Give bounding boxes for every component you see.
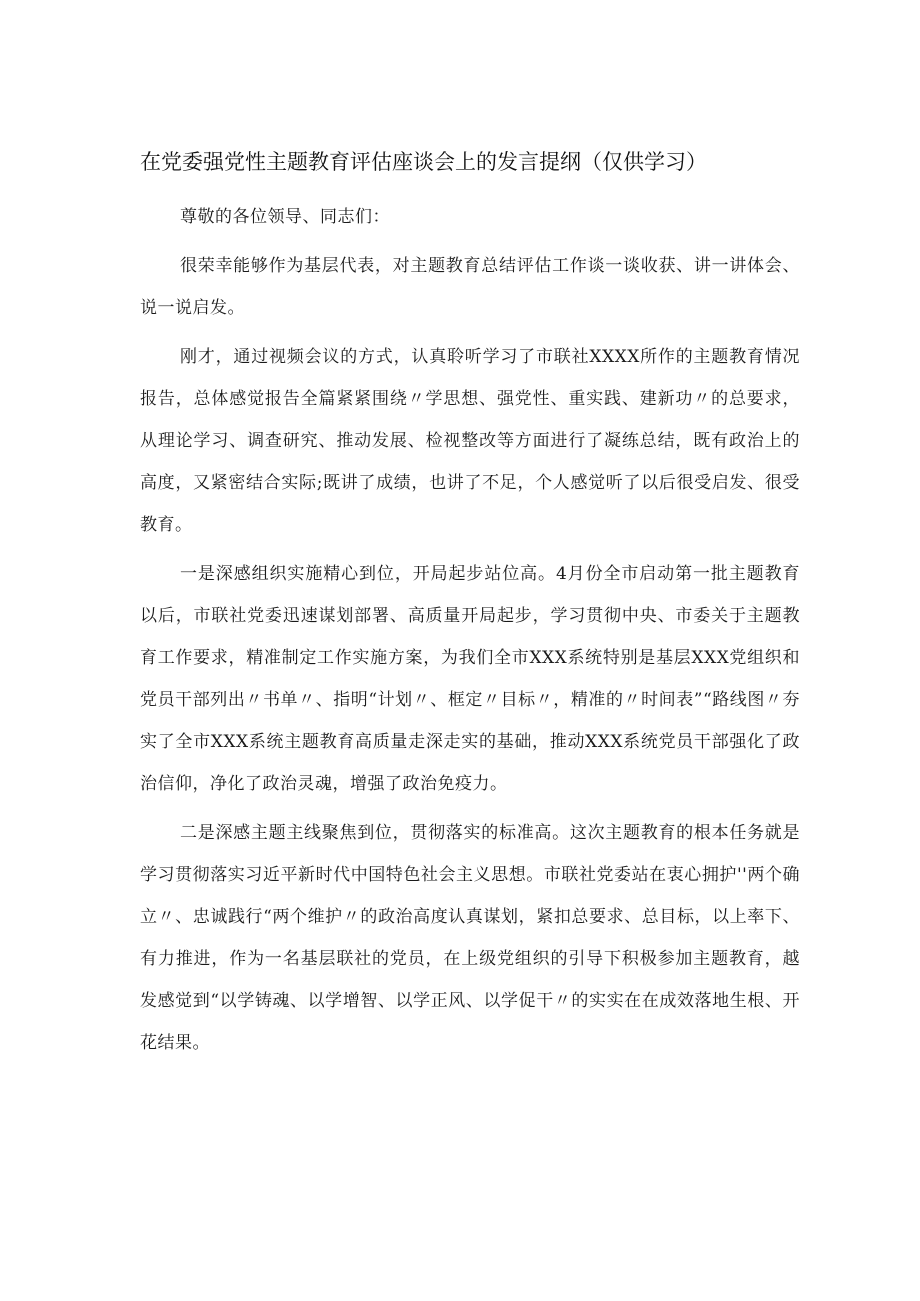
paragraph-point-one: 一是深感组织实施精心到位，开局起步站位高。4月份全市启动第一批主题教育以后，市联社党委迅速谋划部署、高质量开局起步，学习贯彻中央、市委关于主题教育工作要求，精准制定工作实施方案，为我们全市XXX系统特别是基层XXX党组织和党员干部列出〃书单〃、指明“计划〃、框定〃目标〃，精准的〃时间表”“路线图〃夯实了全市XXX系统主题教育高质量走深走实的基础，推动XXX系统党员干部强化了政治信仰，净化了政治灵魂，增强了政治免疫力。: [140, 564, 800, 794]
paragraph-point-two: 二是深感主题主线聚焦到位，贯彻落实的标准高。这次主题教育的根本任务就是学习贯彻落实习近平新时代中国特色社会主义思想。市联社党委站在衷心拥护''两个确立〃、忠诚践行“两个维护〃的政治高度认真谋划，紧扣总要求、总目标，以上率下、有力推进，作为一名基层联社的党员，在上级党组织的引导下积极参加主题教育，越发感觉到“以学铸魂、以学增智、以学正风、以学促干〃的实实在在成效落地生根、开花结果。: [140, 823, 800, 1053]
paragraph-report-impression: 刚才，通过视频会议的方式，认真聆听学习了市联社XXXX所作的主题教育情况报告，总体感觉报告全篇紧紧围绕〃学思想、强党性、重实践、建新功〃的总要求，从理论学习、调查研究、推动发展、检视整改等方面进行了凝练总结，既有政治上的高度，又紧密结合实际;既讲了成绩，也讲了不足，个人感觉听了以后很受启发、很受教育。: [140, 347, 800, 535]
document-body: [140, 196, 800, 1071]
paragraph-intro: 很荣幸能够作为基层代表，对主题教育总结评估工作谈一谈收获、讲一讲体会、说一说启发。: [140, 256, 800, 318]
paragraph-greeting: 尊敬的各位领导、同志们：: [180, 207, 390, 227]
document-title: 在党委强党性主题教育评估座谈会上的发言提纲（仅供学习）: [140, 150, 707, 174]
